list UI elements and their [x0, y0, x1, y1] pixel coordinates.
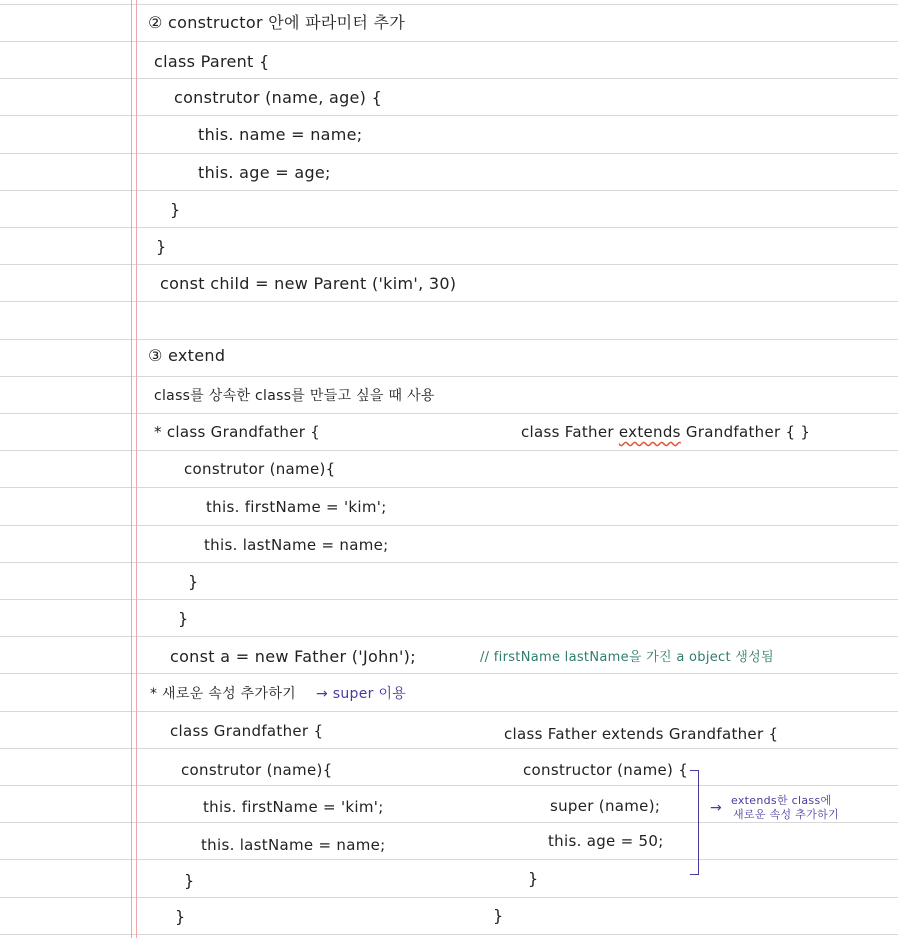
- ruled-line: [0, 301, 898, 302]
- ruled-line: [0, 859, 898, 860]
- code-line: }: [528, 869, 539, 888]
- code-line: this. lastName = name;: [201, 836, 386, 854]
- ruled-line: [0, 339, 898, 340]
- code-line: this. lastName = name;: [204, 536, 389, 554]
- bracket-mark: [690, 770, 699, 875]
- ruled-line: [0, 153, 898, 154]
- code-line: this. firstName = 'kim';: [206, 498, 387, 516]
- code-line: * class Grandfather {: [154, 423, 321, 441]
- code-line: }: [184, 871, 195, 890]
- ruled-line: [0, 413, 898, 414]
- ruled-line: [0, 264, 898, 265]
- code-line: }: [175, 907, 186, 926]
- code-text: class Father: [521, 423, 619, 441]
- code-line: class Grandfather {: [170, 722, 324, 740]
- section-heading: ③ extend: [148, 346, 226, 365]
- code-comment: // firstName lastName을 가진 a object 생성됨: [480, 650, 774, 665]
- ruled-line: [0, 897, 898, 898]
- code-line: construtor (name){: [184, 460, 336, 478]
- section-description: class를 상속한 class를 만들고 싶을 때 사용: [154, 388, 435, 404]
- ruled-line: [0, 115, 898, 116]
- annotation-line: 새로운 속성 추가하기: [733, 808, 839, 821]
- code-text: Grandfather { }: [680, 423, 811, 441]
- code-line: }: [156, 237, 167, 256]
- code-line: construtor (name, age) {: [174, 88, 383, 107]
- code-line: }: [178, 609, 189, 628]
- code-line: constructor (name) {: [523, 761, 689, 779]
- ruled-line: [0, 711, 898, 712]
- ruled-line: [0, 450, 898, 451]
- code-line: const child = new Parent ('kim', 30): [160, 274, 457, 293]
- code-line: }: [493, 906, 504, 925]
- arrow-icon: →: [710, 800, 723, 816]
- code-line: this. age = 50;: [548, 832, 664, 850]
- code-line: class Parent {: [154, 52, 270, 71]
- code-line: construtor (name){: [181, 761, 333, 779]
- ruled-line: [0, 822, 898, 823]
- ruled-line: [0, 748, 898, 749]
- ruled-line: [0, 599, 898, 600]
- ruled-line: [0, 785, 898, 786]
- ruled-line: [0, 934, 898, 935]
- section-heading: ② constructor 안에 파라미터 추가: [148, 13, 406, 32]
- ruled-line: [0, 487, 898, 488]
- code-line: this. firstName = 'kim';: [203, 798, 384, 816]
- margin-line: [136, 0, 137, 938]
- heading-note: → super 이용: [316, 686, 407, 702]
- ruled-line: [0, 376, 898, 377]
- ruled-line: [0, 4, 898, 5]
- ruled-line: [0, 78, 898, 79]
- father-class-line: [521, 422, 810, 442]
- section-heading: * 새로운 속성 추가하기: [150, 686, 296, 702]
- ruled-line: [0, 673, 898, 674]
- margin-line: [131, 0, 132, 938]
- code-line: this. name = name;: [198, 125, 363, 144]
- ruled-line: [0, 636, 898, 637]
- code-line: super (name);: [550, 797, 661, 815]
- ruled-line: [0, 190, 898, 191]
- code-line: const a = new Father ('John');: [170, 647, 416, 666]
- code-line: this. age = age;: [198, 163, 331, 182]
- code-line: class Father extends Grandfather {: [504, 725, 779, 743]
- extends-keyword: extends: [618, 423, 681, 441]
- ruled-line: [0, 525, 898, 526]
- code-line: }: [170, 200, 181, 219]
- annotation-line: extends한 class에: [731, 794, 832, 807]
- ruled-line: [0, 41, 898, 42]
- ruled-line: [0, 227, 898, 228]
- code-line: }: [188, 572, 199, 591]
- ruled-line: [0, 562, 898, 563]
